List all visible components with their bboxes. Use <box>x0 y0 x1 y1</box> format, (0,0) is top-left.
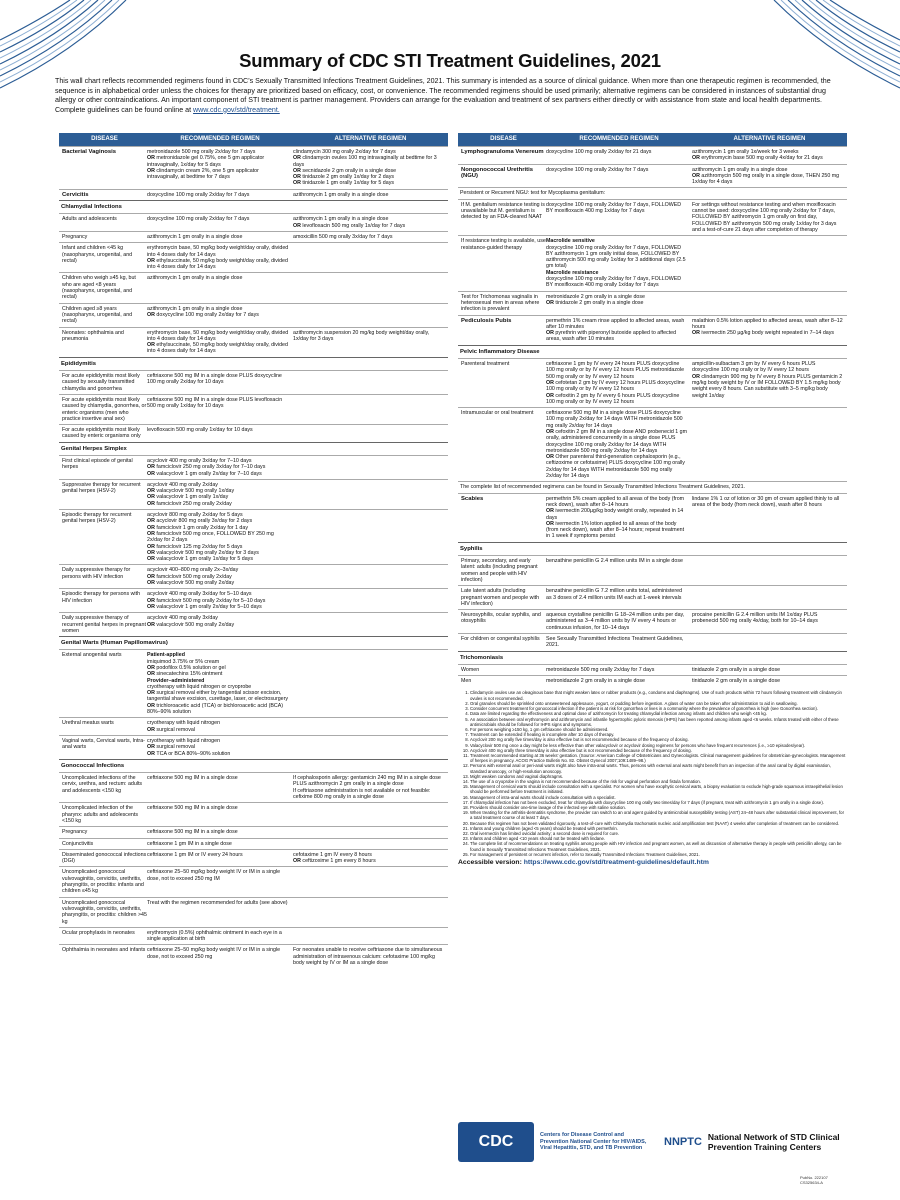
recommended-cell: azithromycin 1 gm orally in a single dose OR doxycycline 100 mg orally 2x/day for 7 days <box>147 305 259 318</box>
footnotes <box>458 690 847 857</box>
alternative-cell <box>293 512 448 562</box>
header-alternative: ALTERNATIVE REGIMEN <box>733 135 806 143</box>
header-recommended: RECOMMENDED REGIMEN <box>579 135 659 143</box>
alternative-cell: tinidazole 2 gm orally in a single dose <box>692 678 781 685</box>
nnptc-text: National Network of STD Clinical Prevention Training Centers <box>707 1132 840 1152</box>
population: Neurosyphilis, ocular syphilis, and otosyphilis <box>461 612 541 625</box>
accessible-link[interactable]: https://www.cdc.gov/std/treatment-guidelines/default.htm <box>523 858 709 866</box>
footer-logos <box>458 1117 847 1167</box>
section-chlamydia: Chlamydial Infections <box>59 200 448 213</box>
population: Pregnancy <box>62 233 88 240</box>
disease-name: Bacterial Vaginosis <box>62 149 117 155</box>
regimen: OR clindamycin ovules 100 mg intravaginally at bedtime for 3 days <box>293 155 437 168</box>
population: Disseminated gonococcal infections (DGI) <box>62 851 147 865</box>
population: Ophthalmia in neonates and infants <box>62 947 146 954</box>
recommended-cell: metronidazole 500 mg orally 2x/day for 7 days <box>546 666 655 673</box>
row-pid-im <box>458 407 847 481</box>
section-epididymitis: Epididymitis <box>59 357 448 370</box>
footnote: 2. Oral granules should be sprinkled onto unsweetened applesauce, yogurt, or pudding before ingestion. A glass of water can be taken after administration to aid in swallowing. <box>470 701 847 706</box>
alternative-cell: malathion 0.5% lotion applied to affected areas, wash after 8–12 hours OR ivermectin 250 µg/kg body weight repeated in 7–14 days <box>692 317 843 337</box>
population: Suppressive therapy for recurrent genital herpes (HSV-2) <box>62 481 141 495</box>
recommended-cell: benzathine penicillin G 2.4 million units IM in a single dose <box>546 558 683 565</box>
population: Primary, secondary, and early latent: adults (including pregnant women and people with HIV infection) <box>461 558 538 583</box>
accessible-version <box>458 860 847 866</box>
section-warts: Genital Warts (Human Papillomavirus) <box>59 636 448 649</box>
alternative-cell: azithromycin 1 gm orally in a single dose OR levofloxacin 500 mg orally 1x/day for 7 days <box>293 216 406 229</box>
alternative-cell <box>293 373 448 392</box>
population: Daily suppressive therapy of recurrent genital herpes in pregnant women <box>62 615 146 634</box>
recommended-cell: erythromycin base, 50 mg/kg body weight/day orally, divided into 4 doses daily for 14 days OR ethylsuccinate, 50 mg/kg body weight/day orally, divided into 4 doses daily for 14 days <box>147 245 289 271</box>
recommended-cell: doxycycline 100 mg orally 2x/day for 7 days <box>546 166 649 173</box>
population: Episodic therapy for recurrent genital herpes (HSV-2) <box>62 512 132 525</box>
row-syphilis-primary <box>458 555 847 585</box>
alternative-cell: tinidazole 2 gm orally in a single dose <box>692 666 781 673</box>
guidelines-link[interactable]: www.cdc.gov/std/treatment. <box>193 105 280 114</box>
regimen: OR tinidazole 1 gm orally 1x/day for 5 days <box>293 180 394 187</box>
alternative-cell <box>293 591 448 610</box>
population: Urethral meatus warts <box>62 720 114 727</box>
footnote: 14. The use of a cryoprobe in the vagina is not recommended because of the risk for vaginal perforation and fistula formation. <box>470 779 847 784</box>
population: Episodic therapy for persons with HIV infection <box>62 591 141 604</box>
recommended-cell: erythromycin (0.5%) ophthalmic ointment in each eye in a single application at birth <box>147 929 282 943</box>
population: Test for Trichomonas vaginalis in heterosexual men in areas where infection is prevalent <box>461 293 540 313</box>
population: Men <box>461 678 472 685</box>
row-epididymitis-2 <box>59 394 448 424</box>
alternative-cell: For settings without resistance testing and when moxifloxacin cannot be used: doxycycline 100 mg orally 2x/day for 7 days, FOLLOWED BY azithromycin 1 gm orally on first day, FOLLOWED BY azithromycin 500 mg orally 1x/day for 3 days and a test-of-cure 21 days after completion of therapy <box>692 201 837 233</box>
row-trich-men <box>458 675 847 686</box>
recommended-cell: ceftriaxone 500 mg IM in a single dose PLUS doxycycline 100 mg orally 2x/day for 14 days WITH metronidazole 500 mg orally 2x/day for 14 days OR cefoxitin 2 gm IM in a single dose AND probenecid 1 gm orally, administered concurrently in a single dose PLUS doxycycline 100 mg orally 2x/day for 14 days WITH metronidazole 500 mg orally 2x/day for 14 days OR Other parenteral third-generation cephalosporin (e.g., ceftizoxime or cefotaxime) PLUS doxycycline 100 mg orally 2x/day for 14 days WITH metronidazole 500 mg orally 2x/day for 14 days <box>546 410 688 480</box>
row-herpes-pregnancy <box>59 612 448 636</box>
alternative-cell <box>293 900 448 925</box>
row-ngu-tv <box>458 291 847 315</box>
row-syphilis-late <box>458 585 847 609</box>
population: For children or congenital syphilis <box>461 636 540 642</box>
recommended-cell: metronidazole 2 gm orally in a single dose OR tinidazole 2 gm orally in a single dose <box>546 293 645 306</box>
footnote: 4. Data are limited regarding the effectiveness and optimal dose of azithromycin for treating chlamydial infection among infants and children who weigh <45 kg. <box>470 711 847 716</box>
recommended-cell: ceftriaxone 1 gm IM in a single dose <box>147 840 232 847</box>
recommended-cell: acyclovir 800 mg orally 2x/day for 5 days OR acyclovir 800 mg orally 3x/day for 2 days OR famciclovir 1 gm orally 2x/day for 1 day OR famciclovir 500 mg once, FOLLOWED BY 250 mg 2x/day for 2 days OR famciclovir 125 mg 2x/day for 5 days OR valacyclovir 500 mg orally 2x/day for 3 days OR valacyclovir 1 gm orally 1x/day for 5 days <box>147 512 274 563</box>
row-epididymitis-3 <box>59 424 448 442</box>
cdc-badge-icon: CDC <box>458 1122 534 1162</box>
alternative-cell: If cephalosporin allergy: gentamicin 240 mg IM in a single dose PLUS azithromycin 2 gm orally in a single dose If ceftriaxone administration is not available or not feasible: cefixime 800 mg orally in a single dose <box>293 775 441 801</box>
row-warts-vaginal <box>59 735 448 759</box>
row-gono-prophylaxis <box>59 927 448 945</box>
row-chlamydia-infants <box>59 242 448 272</box>
recommended-cell: doxycycline 100 mg orally 2x/day for 7 days, FOLLOWED BY moxifloxacin 400 mg 1x/day for 7 days <box>546 201 682 215</box>
recommended-cell: ceftriaxone 1 gm IM or IV every 24 hours <box>147 851 243 858</box>
population: Daily suppressive therapy for persons with HIV infection <box>62 567 131 580</box>
footnote: 24. The complete list of recommendations on treating syphilis among people with HIV infection and pregnant women, as well as discussion of alternative therapy in people with penicillin allergy, can be found in Sexually Transmitted Infections Treatment Guidelines, 2021. <box>470 841 847 851</box>
row-lgv <box>458 146 847 164</box>
alternative-cell <box>293 930 448 943</box>
regimen: OR metronidazole gel 0.75%, one 5 gm applicator intravaginally, 1x/day for 5 days <box>147 155 265 168</box>
row-gono-pregnancy <box>59 826 448 837</box>
footnote: 22. Oral ivermectin has limited ovicidal activity; a second dose is required for cure. <box>470 831 847 836</box>
alternative-cell <box>293 869 448 894</box>
recommended-cell: ceftriaxone 500 mg IM in a single dose <box>147 829 238 836</box>
row-gono-vulvo-infants <box>59 866 448 896</box>
recommended-cell: aqueous crystalline penicillin G 18–24 million units per day, administered as 3–4 million units by IV every 4 hours or continuous infusion, for 10–14 days <box>546 612 685 631</box>
row-gono-ophthalmia <box>59 944 448 968</box>
row-herpes-hiv-episodic <box>59 588 448 612</box>
population: Ocular prophylaxis in neonates <box>62 929 135 936</box>
row-gono-uncomplicated <box>59 772 448 802</box>
population: Parenteral treatment <box>461 361 510 368</box>
recommended-cell: cryotherapy with liquid nitrogen OR surgical removal OR TCA or BCA 80%–90% solution <box>147 737 231 757</box>
alternative-cell <box>293 397 448 422</box>
row-ngu-mg <box>458 199 847 235</box>
left-column <box>59 133 448 1161</box>
regimen: metronidazole 500 mg orally 2x/day for 7 days <box>147 149 256 155</box>
disease-name: Pediculosis Pubis <box>461 317 512 324</box>
recommended-cell: doxycycline 100 mg orally 2x/day for 7 days <box>147 216 250 223</box>
recommended-cell <box>147 149 293 187</box>
table-header-right <box>458 133 847 146</box>
recommended-cell: permethrin 1% cream rinse applied to affected areas, wash after 10 minutes OR pyrethrin with piperonyl butoxide applied to affected areas, wash after 10 minutes <box>546 317 685 343</box>
recommended-cell: ceftriaxone 500 mg IM in a single dose PLUS doxycycline 100 mg orally 2x/day for 10 days <box>147 373 282 386</box>
section-herpes: Genital Herpes Simplex <box>59 442 448 455</box>
alternative-cell <box>293 615 448 634</box>
header-alternative: ALTERNATIVE REGIMEN <box>334 135 407 143</box>
footnote: 6. For persons weighing ≥150 kg, 1 gm ceftriaxone should be administered. <box>470 727 847 732</box>
disease-name: Lymphogranuloma Venereum <box>461 149 544 155</box>
footnote: 10. Acyclovir 400 mg orally three times/day is also effective but is not recommended because of the frequency of dosing. <box>470 748 847 753</box>
alternative-cell: procaine penicillin G 2.4 million units IM 1x/day PLUS probenecid 500 mg orally 4x/day, both for 10–14 days <box>692 612 818 625</box>
row-herpes-episodic <box>59 509 448 564</box>
alternative-cell <box>293 829 448 835</box>
recommended-cell: azithromycin 1 gm orally in a single dose <box>147 233 243 240</box>
footnote: 12. Persons with external anal or peri-anal warts might also have intra-anal warts. Thus, persons with external anal warts might benefit from an inspection of the anal canal by digital examination, standard anoscopy, or high-resolution anoscopy. <box>470 763 847 773</box>
disease-name: Scabies <box>461 495 484 502</box>
row-warts-urethral <box>59 717 448 735</box>
population: Uncomplicated infections of the cervix, urethra, and rectum: adults and adolescents <150 kg <box>62 775 143 794</box>
disease-name: Cervicitis <box>62 191 89 198</box>
population: Conjunctivitis <box>62 840 94 847</box>
alternative-cell <box>293 720 448 733</box>
alternative-cell <box>692 636 847 649</box>
footnote: 9. Valacyclovir 500 mg once a day might be less effective than other valacyclovir or acyclovir dosing regimens for persons who have frequent recurrences (i.e., ≥10 episodes/year). <box>470 743 847 748</box>
alternative-cell <box>293 738 448 757</box>
alternative-cell <box>293 567 448 586</box>
recommended-cell: acyclovir 400 mg orally 3x/day OR valacyclovir 500 mg orally 2x/day <box>147 615 235 628</box>
alternative-cell <box>293 245 448 270</box>
recommended-cell: cryotherapy with liquid nitrogen OR surgical removal <box>147 720 221 733</box>
row-herpes-suppressive <box>59 479 448 509</box>
recommended-cell: ceftriaxone 500 mg IM in a single dose <box>147 775 238 782</box>
section-trichomoniasis: Trichomoniasis <box>458 651 847 664</box>
recommended-cell: See Sexually Transmitted Infections Treatment Guidelines, 2021. <box>546 636 684 649</box>
recommended-cell: metronidazole 2 gm orally in a single dose <box>546 678 645 685</box>
regimen: OR tinidazole 2 gm orally 1x/day for 2 days <box>293 174 394 181</box>
recommended-cell: ceftriaxone 500 mg IM in a single dose <box>147 805 238 812</box>
recommended-cell: ceftriaxone 1 gm by IV every 24 hours PLUS doxycycline 100 mg orally or by IV every 12 hours PLUS metronidazole 500 mg orally or by IV every 12 hours OR cefotetan 2 gm by IV every 12 hours PLUS doxycycline 100 mg orally or by IV every 12 hours OR cefoxitin 2 gm by IV every 6 hours PLUS doxycycline 100 mg orally or by IV every 12 hours <box>546 361 685 405</box>
recommended-cell: ceftriaxone 25–50 mg/kg body weight IV or IM in a single dose, not to exceed 250 mg IM <box>147 869 281 882</box>
footnote: 21. Infants and young children (aged <5 years) should be treated with permethrin. <box>470 826 847 831</box>
row-cervicitis <box>59 189 448 200</box>
footnote: 15. Management of cervical warts should include consultation with a specialist. For women who have exophytic cervical warts, a biopsy evaluation to exclude high-grade squamous intraepithelial lesion should be performed before treatment is initiated. <box>470 784 847 794</box>
row-ngu-resistance <box>458 235 847 290</box>
population: Late latent adults (including pregnant women and people with HIV infection) <box>461 588 540 607</box>
alternative-cell <box>293 149 448 187</box>
alternative-cell <box>293 652 448 715</box>
population: Intramuscular or oral treatment <box>461 410 534 417</box>
accessible-label: Accessible version: <box>458 858 522 866</box>
footnote: 7. Treatment can be extended if healing is incomplete after 10 days of therapy. <box>470 732 847 737</box>
population: First clinical episode of genital herpes <box>62 457 133 471</box>
row-scabies <box>458 493 847 542</box>
table-header-left <box>59 133 448 146</box>
alternative-cell <box>692 558 847 583</box>
population: Children who weigh ≥45 kg, but who are aged <8 years (nasopharynx, urogenital, and rectal) <box>62 275 136 301</box>
alternative-cell: azithromycin 1 gm orally 1x/week for 3 weeks OR erythromycin base 500 mg orally 4x/day for 21 days <box>692 149 823 162</box>
population: Children aged ≥8 years (nasopharynx, urogenital, and rectal) <box>62 305 133 325</box>
section-syphilis: Syphilis <box>458 542 847 555</box>
row-pediculosis <box>458 315 847 345</box>
row-chlamydia-children <box>59 272 448 302</box>
recommended-cell: levofloxacin 500 mg orally 1x/day for 10 days <box>147 427 253 434</box>
nnptc-mark-icon: NNPTC <box>664 1136 702 1148</box>
alternative-cell <box>293 458 448 477</box>
row-chlamydia-adults <box>59 213 448 231</box>
footnote: 18. Providers should consider one-time lavage of the infected eye with saline solution. <box>470 805 847 810</box>
row-pid-parenteral <box>458 358 847 407</box>
row-herpes-first <box>59 455 448 479</box>
alternative-cell <box>692 238 847 288</box>
alternative-cell: azithromycin 1 gm orally in a single dose <box>293 191 389 198</box>
row-gono-pharynx <box>59 802 448 826</box>
alternative-cell: lindane 1% 1 oz of lotion or 30 gm of cream applied thinly to all areas of the body (from neck down), wash after 8 hours <box>692 495 840 508</box>
alternative-cell <box>692 410 847 479</box>
footnote: 11. Treatment recommended starting at 36 weeks’ gestation. (Source: American College of Obstetricians and Gynecologists. Clinical management guidelines for obstetrician-gynecologists. Management of herpes in pregnancy. ACOG Practice Bulletin No. 82. Obstet Gynecol 2007;109:1489–98.) <box>470 753 847 763</box>
footnote: 1. Clindamycin ovules use an oleaginous base that might weaken latex or rubber products (e.g., condoms and diaphragms). Use of such products within 72 hours following treatment with clindamycin ovules is not recommended. <box>470 690 847 700</box>
row-chlamydia-neonates <box>59 327 448 357</box>
recommended-cell: Treat with the regimen recommended for adults (see above) <box>147 899 288 906</box>
population: For acute epididymitis most likely caused by enteric organisms only <box>62 427 141 440</box>
footnote: 19. When treating for the arthritis-dermatitis syndrome, the provider can switch to an oral agent guided by antimicrobial susceptibility testing (AST) 24–48 hours after substantial clinical improvement, for a total treatment course of at least 7 days. <box>470 810 847 820</box>
population: Neonates: ophthalmia and pneumonia <box>62 329 124 342</box>
section-gonococcal: Gonococcal Infections <box>59 759 448 772</box>
recommended-cell: Macrolide sensitive doxycycline 100 mg orally 2x/day for 7 days, FOLLOWED BY azithromycin 1 gm orally initial dose, FOLLOWED BY azithromycin 500 mg orally 1x/day for 3 additional days (2.5 gm total) Macrolide resistance doxycycline 100 mg orally 2x/day for 7 days, FOLLOWED BY moxifloxacin 400 mg orally 1x/day for 7 days <box>546 238 686 289</box>
footnote: 16. Management of intra-anal warts should include consultation with a specialist. <box>470 795 847 800</box>
recommended-cell: ceftriaxone 25–50 mg/kg body weight IV or IM in a single dose, not to exceed 250 mg <box>147 947 281 960</box>
alternative-cell <box>692 588 847 607</box>
right-column <box>458 133 847 1161</box>
alternative-cell <box>293 482 448 507</box>
recommended-cell: permethrin 5% cream applied to all areas of the body (from neck down), wash after 8–14 hours OR ivermectin 200µg/kg body weight orally, repeated in 14 days OR ivermectin 1% lotion applied to all areas of the body (from neck down), wash after 8–14 hours; repeat treatment in 1 week if symptoms persist <box>546 495 685 540</box>
row-gono-vulvo-children <box>59 897 448 927</box>
row-syphilis-neuro <box>458 609 847 633</box>
nnptc-logo <box>664 1132 847 1152</box>
alternative-cell <box>293 841 448 847</box>
population: External anogenital warts <box>62 652 122 659</box>
population: If resistance testing is available, use resistance-guided therapy <box>461 238 546 251</box>
row-warts-external <box>59 649 448 717</box>
pid-complete-note: The complete list of recommended regimens can be found in Sexually Transmitted Infections Treatment Guidelines, 2021. <box>458 481 847 492</box>
footnote: 8. Acyclovir 200 mg orally five times/day is also effective but is not recommended because of the frequency of dosing. <box>470 737 847 742</box>
row-bacterial-vaginosis <box>59 146 448 189</box>
recommended-cell: acyclovir 400 mg orally 3x/day for 5–10 days OR famciclovir 500 mg orally 2x/day for 5–10 days OR valacyclovir 1 gm orally 2x/day for 5–10 days <box>147 591 266 610</box>
section-pid: Pelvic Inflammatory Disease <box>458 345 847 358</box>
row-gono-conjunctivitis <box>59 838 448 849</box>
row-trich-women <box>458 664 847 675</box>
recommended-cell: azithromycin 1 gm orally in a single dose <box>147 275 243 282</box>
row-gono-dgi <box>59 849 448 867</box>
cdc-logo <box>458 1122 650 1162</box>
population: For acute epididymitis most likely caused by chlamydia, gonorrhea, or enteric organisms (men who practice insertive anal sex) <box>62 396 147 422</box>
regimen: clindamycin 300 mg orally 2x/day for 7 days <box>293 149 396 155</box>
footnote: 23. Infants and children aged <10 years should not be treated with lindane. <box>470 836 847 841</box>
population: Uncomplicated gonococcal vulvovaginitis, cervicitis, urethritis, pharyngitis, or proctitis: infants and children ≤45 kg <box>62 869 144 895</box>
footnote: 13. Might weaken condoms and vaginal diaphragms. <box>470 774 847 779</box>
recommended-cell: doxycycline 100 mg orally 2x/day for 7 days <box>147 191 250 198</box>
recommended-cell: ceftriaxone 500 mg IM in a single dose PLUS levofloxacin 500 mg orally 1x/day for 10 days <box>147 396 283 410</box>
regimen: OR clindamycin cream 2%, one 5 gm applicator intravaginally, at bedtime for 7 days <box>147 167 259 181</box>
alternative-cell <box>293 275 448 300</box>
publication-codes <box>800 1175 828 1185</box>
recommended-cell: acyclovir 400–800 mg orally 2x–3x/day OR famciclovir 500 mg orally 2x/day OR valacyclovir 500 mg orally 2x/day <box>147 567 239 587</box>
recommended-cell: erythromycin base, 50 mg/kg body weight/day orally, divided into 4 doses daily for 14 days OR ethylsuccinate, 50 mg/kg body weight/day orally, divided into 4 doses daily for 14 days <box>147 329 289 355</box>
population: Vaginal warts, Cervical warts, Intra-anal warts <box>62 737 145 751</box>
row-epididymitis-1 <box>59 370 448 394</box>
recommended-cell: acyclovir 400 mg orally 3x/day for 7–10 days OR famciclovir 250 mg orally 3x/day for 7–10 days OR valacyclovir 1 gm orally 2x/day for 7–10 days <box>147 457 266 477</box>
row-ngu <box>458 164 847 188</box>
population: Infant and children <45 kg (nasopharynx, urogenital, and rectal) <box>62 245 133 264</box>
alternative-cell: amoxicillin 500 mg orally 3x/day for 7 days <box>293 233 393 240</box>
population: Uncomplicated infection of the pharynx: adults and adolescents <150 kg <box>62 805 138 824</box>
footnote: 17. If chlamydial infection has not been excluded, treat for chlamydia with doxycycline 100 mg orally two times/day for 7 days (if pregnant, treat with azithromycin 1 gm orally in a single dose). <box>470 800 847 805</box>
header-disease: DISEASE <box>490 135 517 143</box>
alternative-cell <box>293 805 448 824</box>
row-chlamydia-pregnancy <box>59 231 448 242</box>
row-herpes-hiv <box>59 564 448 588</box>
intro-paragraph <box>55 77 847 115</box>
population: For acute epididymitis most likely caused by sexually transmitted chlamydia and gonorrhea <box>62 373 140 392</box>
recommended-cell: acyclovir 400 mg orally 2x/day OR valacyclovir 500 mg orally 1x/day OR valacyclovir 1 gm orally 1x/day OR famciclovir 250 mg orally 2x/day <box>147 481 235 507</box>
alternative-cell <box>692 294 847 313</box>
header-recommended: RECOMMENDED REGIMEN <box>180 135 260 143</box>
alternative-cell: azithromycin suspension 20 mg/kg body weight/day orally, 1x/day for 3 days <box>293 329 430 342</box>
ngu-persistent-note: Persistent or Recurrent NGU: test for Mycoplasma genitalium: <box>458 187 847 198</box>
cdc-text: Centers for Disease Control and Prevention National Center for HIV/AIDS, Viral Hepatitis, STD, and TB Prevention <box>540 1132 647 1152</box>
population: If M. genitalium resistance testing is unavailable but M. genitalium is detected by an FDA-cleared NAAT <box>461 201 545 221</box>
footnote: 20. Because this regimen has not been validated rigorously, a test-of-cure with Chlamydia trachomatis nucleic acid amplification test (NAAT) 4 weeks after completion of treatment can be considered. <box>470 821 847 826</box>
recommended-cell: doxycycline 100 mg orally 2x/day for 21 days <box>546 149 652 155</box>
alternative-cell: cefotaxime 1 gm IV every 8 hours OR ceftizoxime 1 gm every 8 hours <box>293 851 376 865</box>
alternative-cell: azithromycin 1 gm orally in a single dose OR azithromycin 500 mg orally in a single dose, THEN 250 mg 1x/day for 4 days <box>692 166 840 186</box>
population: Women <box>461 666 480 673</box>
intro-text: This wall chart reflects recommended regimens found in CDC’s Sexually Transmitted Infections Treatment Guidelines, 2021. This summary is intended as a source of clinical guidance. When more than one therapeutic regimen is recommended, the sequence is in alphabetical order unless the choices for therapy are prioritized based on efficacy, cost, or convenience. The recommended regimens should be used primarily; alternative regimens can be considered in instances of substantial drug allergy or other contraindications. An important component of STI treatment is partner management. Providers can arrange for the evaluation and treatment of sex partners either directly or with assistance from state and local health departments. Complete guidelines can be found online at <box>55 77 831 114</box>
alternative-cell <box>293 427 448 440</box>
footnote: 25. For management of persistent or recurrent infection, refer to Sexually Transmitted Infections Treatment Guidelines, 2021. <box>470 852 847 857</box>
pub-code: PubNo. 222107 <box>800 1175 828 1180</box>
page-title: Summary of CDC STI Treatment Guidelines, 2021 <box>239 50 661 71</box>
recommended-cell: Patient-applied imiquimod 3.75% or 5% cream OR podofilox 0.5% solution or gel OR sinecatechins 15% ointment Provider–administered cryotherapy with liquid nitrogen or cryoprobe OR surgical removal either by tangential scissor excision, tangential shave excision, curettage, laser, or electrosurgery OR trichloroacetic acid (TCA) or bichloroacetic acid (BCA) 80%–90% solution <box>147 652 289 716</box>
population: Pregnancy <box>62 829 88 836</box>
cs-code: CS325634-A <box>800 1180 823 1185</box>
regimen: OR secnidazole 2 gm orally in a single dose <box>293 167 397 174</box>
disease-name: Nongonococcal Urethritis (NGU) <box>461 166 534 179</box>
alternative-cell <box>293 306 448 325</box>
alternative-cell: ampicillin-sulbactam 3 gm by IV every 6 hours PLUS doxycycline 100 mg orally or by IV every 12 hours OR clindamycin 900 mg by IV every 8 hours PLUS gentamicin 2 mg/kg body weight by IV or IM FOLLOWED BY 1.5 mg/kg body weight every 8 hours. Can substitute with 3–5 mg/kg body weight 1x/day <box>692 361 843 399</box>
recommended-cell: benzathine penicillin G 7.2 million units total, administered as 3 doses of 2.4 million units IM each at 1-week intervals <box>546 588 683 601</box>
footnote: 3. Consider concurrent treatment for gonococcal infection if the patient is at risk for gonorrhea or lives in a community where the prevalence of gonorrhea is high (see Gonorrhea section). <box>470 706 847 711</box>
footnote: 5. An association between oral erythromycin and azithromycin and infantile hypertrophic pyloric stenosis (IHPS) has been reported among infants aged <6 weeks. Infants treated with either of these antimicrobials should be followed for IHPS signs and symptoms. <box>470 717 847 727</box>
population: Adults and adolescents <box>62 216 117 223</box>
header-disease: DISEASE <box>91 135 118 143</box>
row-chlamydia-children8 <box>59 303 448 327</box>
population: Uncomplicated gonococcal vulvovaginitis, cervicitis, urethritis, pharyngitis, or proctitis: children >45 kg <box>62 899 147 925</box>
alternative-cell: For neonates unable to receive ceftriaxone due to simultaneous administration of intravenous calcium: cefotaxime 100 mg/kg body weight by IV or IM as a single dose <box>293 947 443 966</box>
row-syphilis-children <box>458 633 847 651</box>
